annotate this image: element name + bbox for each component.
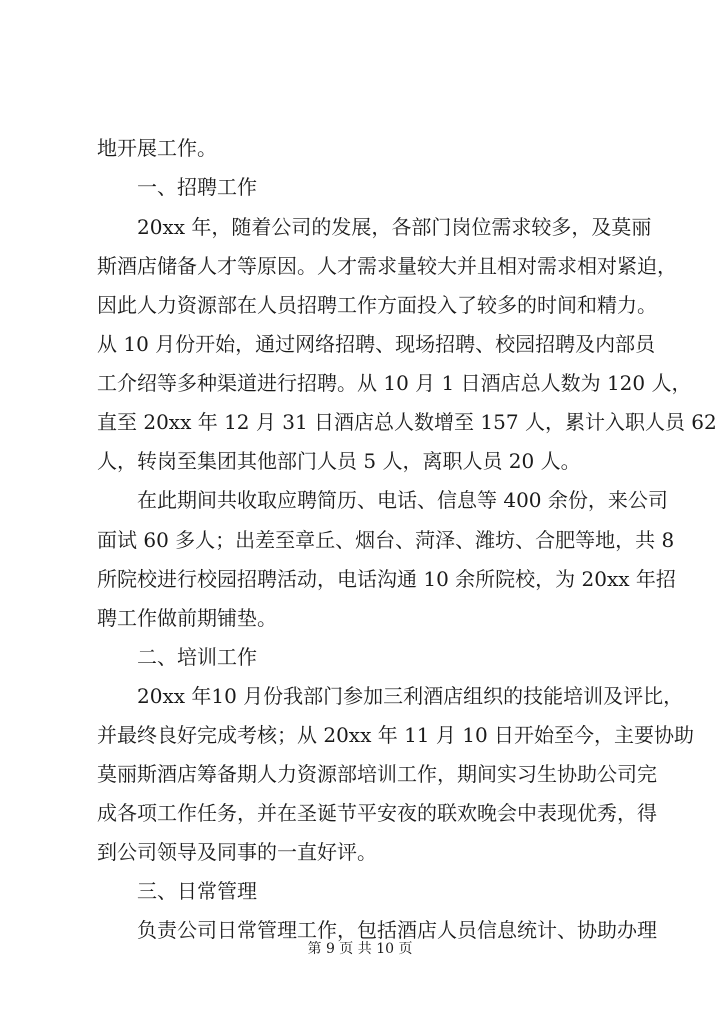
paragraph-line: 在此期间共收取应聘简历、电话、信息等 400 余份，来公司 — [137, 488, 668, 512]
paragraph-line: 因此人力资源部在人员招聘工作方面投入了较多的时间和精力。 — [97, 293, 657, 317]
paragraph-line: 所院校进行校园招聘活动，电话沟通 10 余所院校，为 20xx 年招 — [97, 567, 676, 591]
paragraph-line: 人，转岗至集团其他部门人员 5 人，离职人员 20 人。 — [97, 449, 581, 473]
paragraph-line: 工介绍等多种渠道进行招聘。从 10 月 1 日酒店总人数为 120 人， — [97, 371, 692, 395]
paragraph-line: 20xx 年，随着公司的发展，各部门岗位需求较多，及莫丽 — [137, 215, 652, 239]
paragraph-line: 地开展工作。 — [97, 136, 217, 160]
section-heading-recruitment: 一、招聘工作 — [137, 175, 257, 199]
paragraph-line: 莫丽斯酒店筹备期人力资源部培训工作，期间实习生协助公司完 — [97, 762, 657, 786]
section-heading-training: 二、培训工作 — [137, 645, 257, 669]
paragraph-line: 成各项工作任务，并在圣诞节平安夜的联欢晚会中表现优秀，得 — [97, 801, 657, 825]
paragraph-line: 到公司领导及同事的一直好评。 — [97, 840, 377, 864]
paragraph-line: 负责公司日常管理工作，包括酒店人员信息统计、协助办理 — [137, 918, 657, 942]
paragraph-line: 从 10 月份开始，通过网络招聘、现场招聘、校园招聘及内部员 — [97, 332, 656, 356]
paragraph-line: 20xx 年10 月份我部门参加三利酒店组织的技能培训及评比， — [137, 684, 684, 708]
section-heading-daily-management: 三、日常管理 — [137, 879, 257, 903]
paragraph-line: 聘工作做前期铺垫。 — [97, 606, 277, 630]
paragraph-line: 并最终良好完成考核；从 20xx 年 11 月 10 日开始至今，主要协助 — [97, 723, 695, 747]
page-number-footer: 第 9 页 共 10 页 — [307, 941, 413, 957]
paragraph-line: 斯酒店储备人才等原因。人才需求量较大并且相对需求相对紧迫， — [97, 254, 677, 278]
paragraph-line: 面试 60 多人；出差至章丘、烟台、菏泽、潍坊、合肥等地，共 8 — [97, 528, 675, 552]
paragraph-line: 直至 20xx 年 12 月 31 日酒店总人数增至 157 人，累计入职人员 62 — [97, 410, 717, 434]
